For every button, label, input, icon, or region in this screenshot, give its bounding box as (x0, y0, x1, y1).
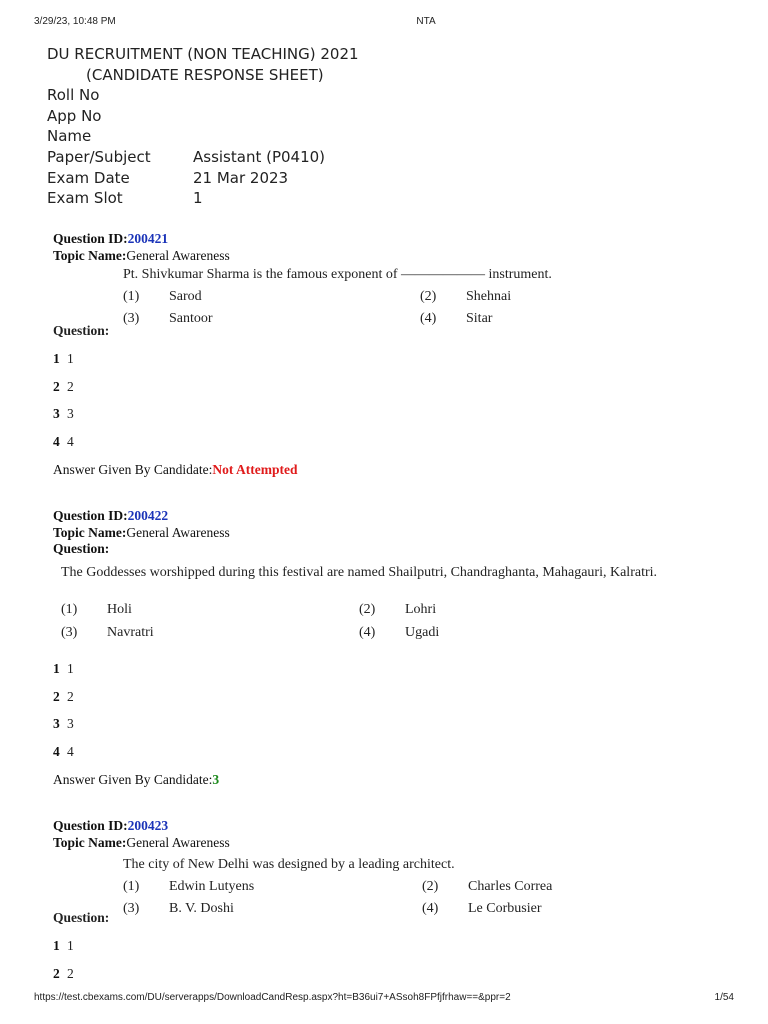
choice-item: 3 3 (53, 406, 74, 421)
question-id-label: Question ID: (53, 508, 128, 523)
choice-item: 1 1 (53, 351, 74, 366)
topic-label: Topic Name: (53, 524, 127, 540)
question-label: Question: (53, 910, 110, 925)
option: (2) Lohri (359, 601, 437, 617)
question-block (53, 508, 713, 787)
answer-line (53, 772, 219, 788)
question-image (53, 558, 713, 658)
answer-value: 3 (212, 772, 220, 787)
option: (1) Sarod (123, 289, 202, 304)
question-block (53, 818, 713, 981)
question-label: Question: (53, 323, 110, 338)
print-footer (34, 992, 734, 1006)
question-block (53, 231, 713, 477)
option: (1) Edwin Lutyens (123, 879, 255, 894)
field-roll-no (47, 85, 359, 106)
option: (3) B. V. Doshi (123, 901, 234, 916)
choice-list (53, 351, 74, 461)
field-exam-date (47, 168, 359, 189)
option: (2) Shehnai (420, 289, 512, 304)
topic-line (53, 248, 713, 265)
field-value: Assistant (P0410) (193, 147, 326, 166)
print-header (34, 16, 734, 30)
question-text: The Goddesses worshipped during this festival are named Shailputri, Chandraghanta, Mahagauri, Kalratri. (61, 564, 658, 580)
sheet-subtitle: (CANDIDATE RESPONSE SHEET) (86, 65, 324, 84)
field-exam-slot (47, 188, 359, 209)
choice-item: 2 2 (53, 688, 74, 704)
answer-value: Not Attempted (212, 462, 298, 477)
question-text: Pt. Shivkumar Sharma is the famous exponent of —————— instrument. (123, 267, 552, 282)
choice-item: 1 1 (53, 938, 74, 953)
question-id-line (53, 818, 713, 835)
topic-line (53, 525, 713, 542)
question-image (53, 264, 713, 338)
choice-item: 4 4 (53, 433, 74, 449)
option: (2) Charles Correa (422, 879, 553, 894)
question-label: Question: (53, 541, 110, 556)
question-id-line (53, 508, 713, 525)
topic-name: General Awareness (126, 834, 230, 850)
topic-label: Topic Name: (53, 247, 127, 263)
page-number: 1/54 (714, 992, 734, 1003)
option: (3) Santoor (123, 311, 213, 326)
topic-line (53, 835, 713, 852)
option: (1) Holi (61, 601, 132, 617)
option: (3) Navratri (61, 624, 154, 640)
question-id: 200423 (127, 818, 169, 833)
choice-list (53, 938, 74, 993)
question-id-label: Question ID: (53, 231, 128, 246)
field-label: App No (47, 106, 102, 125)
choice-item: 2 2 (53, 378, 74, 394)
option: (4) Sitar (420, 311, 493, 326)
field-label: Roll No (47, 86, 100, 105)
choice-item: 4 4 (53, 743, 74, 759)
field-value: 21 Mar 2023 (193, 168, 289, 187)
field-label: Paper/Subject (47, 147, 151, 166)
choice-item: 2 2 (53, 965, 74, 981)
choice-item: 1 1 (53, 661, 74, 676)
field-label: Exam Date (47, 168, 130, 187)
choice-list (53, 661, 74, 771)
print-url: https://test.cbexams.com/DU/serverapps/DownloadCandResp.aspx?ht=B36ui7+ASsoh8FPfjfrhaw==&ppr=2 (34, 992, 511, 1003)
option: (4) Ugadi (359, 624, 440, 640)
field-value: 1 (193, 189, 203, 208)
print-title: NTA (416, 16, 436, 27)
question-id: 200421 (127, 231, 169, 246)
answer-line (53, 462, 297, 478)
topic-label: Topic Name: (53, 834, 127, 850)
question-id-label: Question ID: (53, 818, 128, 833)
sheet-title: DU RECRUITMENT (NON TEACHING) 2021 (47, 45, 359, 63)
field-label: Exam Slot (47, 189, 123, 208)
answer-label: Answer Given By Candidate: (53, 462, 213, 477)
answer-label: Answer Given By Candidate: (53, 772, 213, 787)
field-app-no (47, 106, 359, 127)
question-image (53, 851, 713, 929)
print-datetime: 3/29/23, 10:48 PM (34, 16, 116, 27)
topic-name: General Awareness (126, 524, 230, 540)
option: (4) Le Corbusier (422, 901, 542, 916)
question-id-line (53, 231, 713, 248)
field-paper-subject (47, 147, 359, 168)
topic-name: General Awareness (126, 247, 230, 263)
field-name (47, 126, 359, 147)
field-label: Name (47, 127, 92, 146)
candidate-info (47, 44, 359, 209)
question-text: The city of New Delhi was designed by a leading architect. (123, 857, 455, 872)
question-id: 200422 (127, 508, 169, 523)
choice-item: 3 3 (53, 716, 74, 731)
question-label-line (53, 541, 713, 558)
